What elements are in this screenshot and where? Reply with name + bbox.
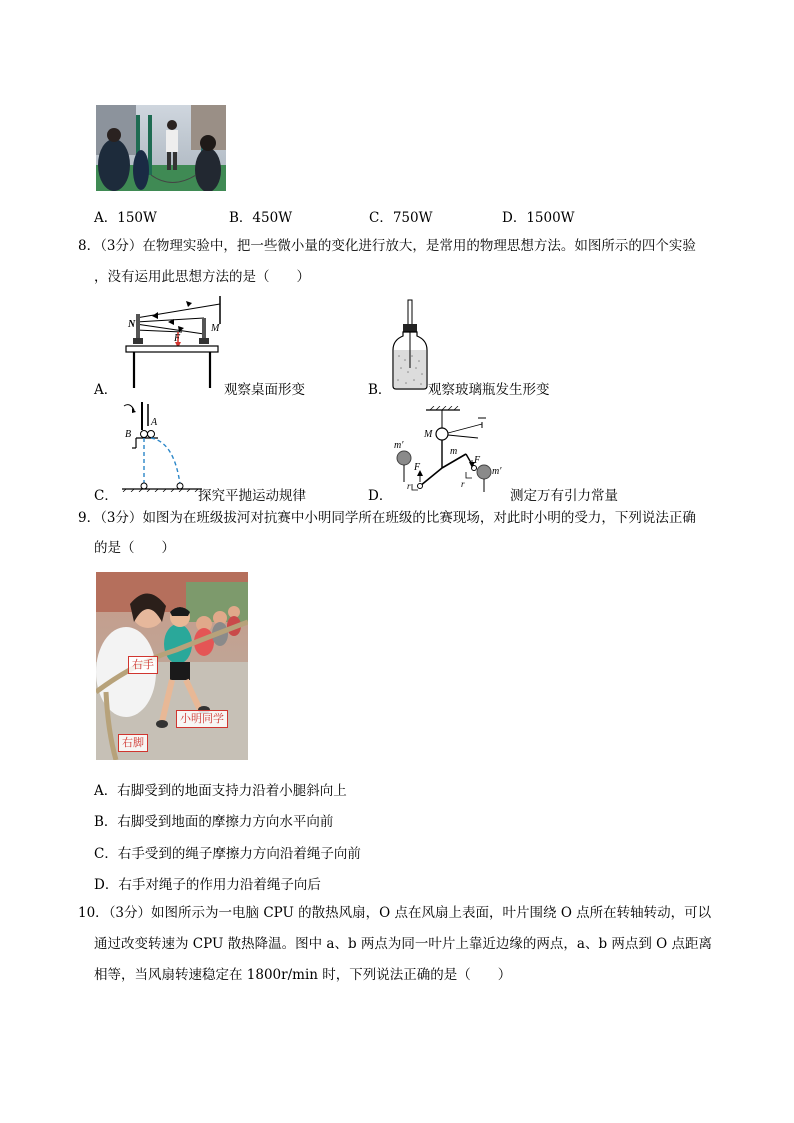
q8-fig-a-label-f: F — [174, 333, 181, 344]
q8-option-b[interactable]: B． — [368, 382, 392, 398]
q8-option-c-caption: 探究平抛运动规律 — [198, 488, 306, 504]
q8-option-b-caption: 观察玻璃瓶发生形变 — [428, 382, 550, 398]
q8-fig-d-label-f1: F — [414, 462, 421, 473]
q8-fig-d-label-m-top: M — [424, 429, 433, 440]
q9-option-b[interactable]: B．右脚受到地面的摩擦力方向水平向前 — [94, 814, 334, 830]
q8-figure-b-glass-bottle — [390, 298, 430, 390]
q8-fig-a-label-n: N — [128, 319, 136, 330]
photo-label-xiaoming: 小明同学 — [176, 710, 228, 728]
q8-fig-c-label-b: B — [125, 429, 132, 440]
q9-option-d[interactable]: D．右手对绳子的作用力沿着绳子向后 — [94, 877, 321, 893]
rope-jumping-photo — [96, 105, 226, 191]
photo-label-right-foot: 右脚 — [118, 734, 148, 752]
q8-option-c[interactable]: C． — [94, 488, 118, 504]
q8-figure-c-projectile — [118, 396, 204, 492]
q7-option-c[interactable]: C．750W — [369, 210, 433, 226]
q8-fig-d-label-r2: r — [461, 479, 465, 489]
q8-option-d-caption: 测定万有引力常量 — [510, 488, 618, 504]
photo-label-right-hand: 右手 — [128, 656, 158, 674]
q8-fig-d-label-f2: F — [474, 455, 481, 466]
q8-option-d[interactable]: D． — [368, 488, 393, 504]
q8-fig-c-label-a: A — [151, 417, 158, 428]
q10-stem-line1: 10．（3分）如图所示为一电脑 CPU 的散热风扇，O 点在风扇上表面，叶片围绕 O 点所在转轴转动，可以 — [78, 905, 712, 921]
q8-fig-d-label-r1: r — [407, 481, 411, 491]
q9-option-c[interactable]: C．右手受到的绳子摩擦力方向沿着绳子向前 — [94, 846, 361, 862]
q8-fig-d-label-m-left: m′ — [394, 440, 404, 451]
q10-stem-line2: 通过改变转速为 CPU 散热降温。图中 a、b 两点为同一叶片上靠近边缘的两点，a、b 两点到 O 点距离 — [94, 936, 713, 952]
tug-of-war-photo — [96, 572, 248, 760]
q8-fig-d-label-m-right: m′ — [492, 466, 502, 477]
q9-stem-line1: 9．（3分）如图为在班级拔河对抗赛中小明同学所在班级的比赛现场，对此时小明的受力，下列说法正确 — [78, 510, 696, 526]
q8-stem-line1: 8．（3分）在物理实验中，把一些微小量的变化进行放大，是常用的物理思想方法。如图所示的四个实验 — [78, 238, 696, 254]
q8-fig-a-label-m: M — [211, 323, 220, 334]
q8-stem-line2: ，没有运用此思想方法的是（ ） — [94, 269, 310, 285]
q8-fig-d-label-m-mid: m — [450, 446, 458, 457]
q10-stem-line3: 相等，当风扇转速稳定在 1800r/min 时，下列说法正确的是（ ） — [94, 967, 512, 983]
q8-option-a[interactable]: A． — [94, 382, 118, 398]
q8-option-a-caption: 观察桌面形变 — [224, 382, 305, 398]
q7-option-a[interactable]: A．150W — [94, 210, 157, 226]
q9-option-a[interactable]: A．右脚受到的地面支持力沿着小腿斜向上 — [94, 783, 347, 799]
q9-stem-line2: 的是（ ） — [94, 540, 175, 556]
q7-option-d[interactable]: D．1500W — [502, 210, 575, 226]
q8-figure-d-torsion-balance — [390, 406, 512, 494]
q8-figure-a-table-mirrors — [122, 294, 222, 390]
q7-option-b[interactable]: B．450W — [229, 210, 293, 226]
